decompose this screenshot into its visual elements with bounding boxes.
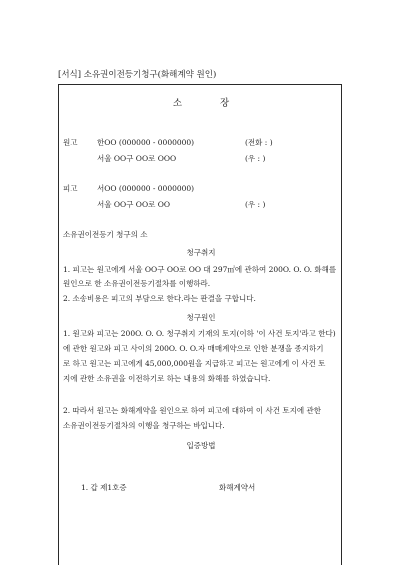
claim-purpose-line: 2. 소송비용은 피고의 부담으로 한다.라는 판결을 구합니다. (63, 294, 256, 303)
plaintiff-address: 서울 OO구 OO로 OOO (97, 154, 177, 163)
defendant-zip: (우 : ) (245, 200, 266, 209)
plaintiff-phone: (전화 : ) (245, 138, 273, 147)
defendant-address: 서울 OO구 OO로 OO (97, 200, 171, 209)
claim-cause-heading: 청구원인 (186, 313, 216, 322)
form-label: [서식] 소유권이전등기청구(화해계약 원인) (58, 70, 217, 80)
claim-cause-line: 2. 따라서 원고는 화해계약을 원인으로 하여 피고에 대하여 이 사건 토지에 관한 (63, 406, 321, 415)
plaintiff-role: 원고 (63, 138, 78, 147)
claim-cause-line: 로 하고 원고는 피고에게 45,000,000원을 지급하고 피고는 원고에게 이 사건 토 (63, 359, 326, 368)
defendant-name-id: 서OO (000000 - 0000000) (97, 184, 195, 193)
claim-cause-line: 에 관한 원고와 피고 사이의 200O. O. O.자 매매계약으로 인한 분쟁을 종지하기 (63, 344, 324, 353)
claim-cause-line: 소유권이전등기절차의 이행을 청구하는 바입니다. (63, 421, 225, 430)
complaint-document (58, 84, 342, 565)
case-name: 소유권이전등기 청구의 소 (63, 230, 148, 239)
claim-purpose-line: 1. 피고는 원고에게 서울 OO구 OO로 OO 대 297㎡에 관하여 200O. O. O. 화해를 (63, 265, 337, 274)
plaintiff-name-id: 한OO (000000 - 0000000) (97, 138, 195, 147)
document-title: 소장 (172, 98, 268, 109)
claim-cause-line: 지에 관한 소유권을 이전하기로 하는 내용의 화해를 하였습니다. (63, 374, 271, 383)
claim-purpose-heading: 청구취지 (186, 248, 216, 257)
claim-cause-line: 1. 원고와 피고는 200O. O. O. 청구취지 기재의 토지(이하 '이 사건 토지'라고 한다) (63, 329, 336, 338)
evidence-item-name: 화해계약서 (219, 483, 256, 492)
evidence-item-number: 1. 갑 제1호증 (81, 483, 127, 492)
evidence-heading: 입증방법 (186, 441, 216, 450)
defendant-role: 피고 (63, 184, 78, 193)
claim-purpose-line: 원인으로 한 소유권이전등기절차를 이행하라. (63, 279, 211, 288)
plaintiff-zip: (우 : ) (245, 154, 266, 163)
